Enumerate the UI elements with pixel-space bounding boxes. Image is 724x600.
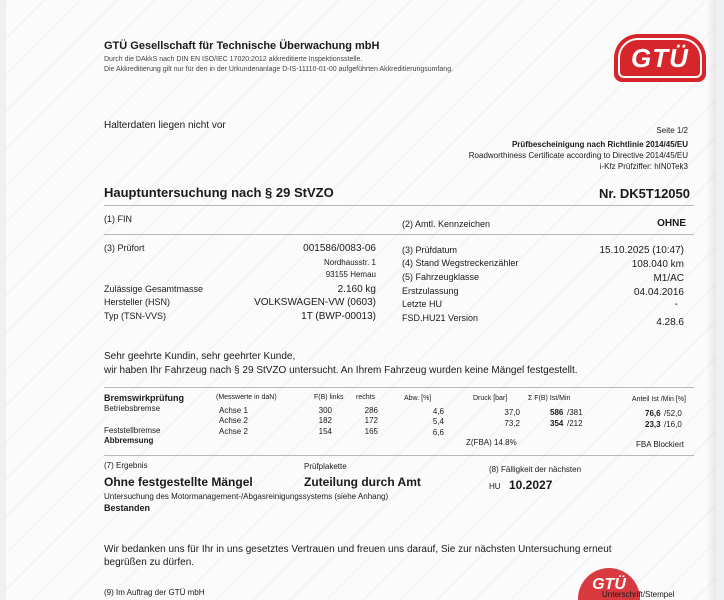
cert-line-3: i-Kfz Prüfziffer: hIN0Tek3 (599, 162, 688, 171)
closing-line-1: Wir bedanken uns für Ihr in uns gesetztes Vertrauen und freuen uns darauf, Sie zur nächsten Untersuchung erneut (104, 544, 612, 555)
brake-row-druck: 73,2 (504, 419, 520, 428)
plakette-label: Prüfplakette (304, 462, 347, 471)
brake-row-sum-ist: 354 (550, 419, 564, 428)
city-value: 93155 Hemau (325, 270, 376, 279)
brake-row-sum-min: /381 (567, 408, 583, 417)
brake-header-measure: (Messwerte in daN) (216, 394, 277, 401)
mass-value: 2.160 kg (337, 284, 376, 295)
fin-divider (104, 234, 694, 235)
emission-label: Untersuchung des Motormanagement-/Abgasreinigungssystems (siehe Anhang) (104, 492, 389, 501)
brake-divider (104, 387, 694, 388)
zfba-value: Z(FBA) 14.8% (466, 438, 517, 447)
last-hu-label: Letzte HU (402, 299, 443, 309)
plakette-value: Zuteilung durch Amt (304, 475, 421, 489)
date-value: 15.10.2025 (10:47) (599, 245, 684, 256)
brake-row-anteil-ist: 76,6 (645, 409, 661, 418)
brake-row-rechts: 286 (364, 406, 378, 415)
brake-row-anteil-min: /16,0 (664, 420, 682, 429)
brake-row-druck: 37,0 (504, 408, 520, 417)
brake-title: Bremswirkprüfung (104, 393, 185, 403)
page-edge-shadow (706, 0, 716, 600)
brake-header-sum: Σ F(B) Ist/Min (528, 395, 571, 402)
title-divider (104, 205, 694, 206)
brake-row-links: 300 (318, 406, 332, 415)
footer-signature-left: (9) Im Auftrag der GTÜ mbH (104, 588, 205, 597)
brake-header-druck: Druck [bar] (473, 395, 508, 402)
greeting-line-2: wir haben Ihr Fahrzeug nach § 29 StVZO untersucht. An Ihrem Fahrzeug wurden keine Mängel festgestellt. (104, 365, 578, 376)
cert-line-2: Roadworthiness Certificate according to Directive 2014/45/EU (468, 151, 688, 160)
emission-result: Bestanden (104, 503, 151, 513)
pruefort-label: (3) Prüfort (104, 243, 145, 253)
result-divider (104, 455, 694, 456)
closing-line-2: begrüßen zu dürfen. (104, 557, 195, 568)
brake-row-axle: Achse 1 (219, 406, 248, 415)
km-label: (4) Stand Wegstreckenzähler (402, 258, 519, 268)
brake-row-rechts: 165 (364, 427, 378, 436)
brake-row-sum-ist: 586 (550, 408, 564, 417)
hu-label: HU (489, 482, 501, 491)
type-value: 1T (BWP-00013) (301, 311, 376, 322)
brake-header-rechts: rechts (356, 394, 376, 401)
type-label: Typ (TSN-VVS) (104, 311, 167, 321)
service-brake-label: Betriebsbremse (104, 404, 161, 413)
gtue-stamp: GTÜ (578, 568, 640, 600)
street-value: Nordhausstr. 1 (323, 258, 376, 267)
maker-label: Hersteller (HSN) (104, 297, 171, 307)
brake-row-abw: 4,6 (432, 407, 444, 416)
document-number: Nr. DK5T12050 (598, 186, 690, 201)
deceleration-label: Abbremsung (104, 436, 154, 445)
brake-header-abw: Abw. [%] (404, 395, 432, 402)
brake-row-links: 182 (318, 416, 332, 425)
plate-value: OHNE (657, 218, 686, 229)
brake-header-links: F(B) links (314, 394, 344, 401)
cert-line-1: Prüfbescheinigung nach Richtlinie 2014/45/EU (511, 140, 688, 149)
date-label: (3) Prüfdatum (402, 245, 458, 255)
maker-value: VOLKSWAGEN-VW (0603) (254, 297, 376, 308)
gtue-logo: GTÜ (614, 34, 706, 82)
first-reg-label: Erstzulassung (402, 286, 459, 296)
brake-row-anteil-ist: 23,3 (645, 420, 661, 429)
parking-brake-label: Feststellbremse (104, 426, 161, 435)
result-value: Ohne festgestellte Mängel (104, 475, 253, 489)
fba-status: FBA Blockiert (635, 440, 684, 449)
km-value: 108.040 km (631, 259, 684, 270)
holder-note: Halterdaten liegen nicht vor (104, 120, 226, 131)
brake-row-axle: Achse 2 (219, 427, 248, 436)
plate-label: (2) Amtl. Kennzeichen (402, 219, 491, 229)
document-title: Hauptuntersuchung nach § 29 StVZO (104, 185, 334, 200)
due-value: 10.2027 (509, 478, 553, 492)
brake-header-anteil: Anteil Ist /Min [%] (631, 396, 686, 403)
inspection-certificate (6, 0, 716, 600)
first-reg-value: 04.04.2016 (633, 287, 684, 298)
fsd-label: FSD.HU21 Version (402, 313, 479, 323)
brake-row-abw: 6,6 (432, 428, 444, 437)
accreditation-line-2: Die Akkreditierung gilt nur für den in der Urkundenanlage D-IS-11110-01-00 aufgeführten Akkreditierungsumfang. (104, 66, 454, 73)
fin-label: (1) FIN (104, 214, 132, 224)
brake-row-rechts: 172 (364, 416, 378, 425)
result-label: (7) Ergebnis (104, 461, 148, 470)
footer-signature-right: Unterschrift/Stempel (602, 590, 675, 599)
brake-row-sum-min: /212 (567, 419, 583, 428)
accreditation-line-1: Durch die DAkkS nach DIN EN ISO/IEC 17020:2012 akkreditierte Inspektionsstelle. (104, 56, 363, 63)
pruefort-value: 001586/0083-06 (303, 243, 376, 254)
brake-row-anteil-min: /52,0 (664, 409, 682, 418)
org-name: GTÜ Gesellschaft für Technische Überwachung mbH (104, 40, 380, 52)
greeting-line-1: Sehr geehrte Kundin, sehr geehrter Kunde, (104, 351, 296, 362)
page-indicator: Seite 1/2 (656, 126, 688, 135)
due-label: (8) Fälligkeit der nächsten (489, 465, 582, 474)
mass-label: Zulässige Gesamtmasse (104, 284, 204, 294)
brake-row-abw: 5,4 (432, 417, 444, 426)
last-hu-value: - (674, 299, 678, 310)
class-label: (5) Fahrzeugklasse (402, 272, 480, 282)
fsd-value: 4.28.6 (656, 317, 684, 328)
brake-row-links: 154 (318, 427, 332, 436)
brake-row-axle: Achse 2 (219, 416, 248, 425)
class-value: M1/AC (653, 273, 684, 284)
